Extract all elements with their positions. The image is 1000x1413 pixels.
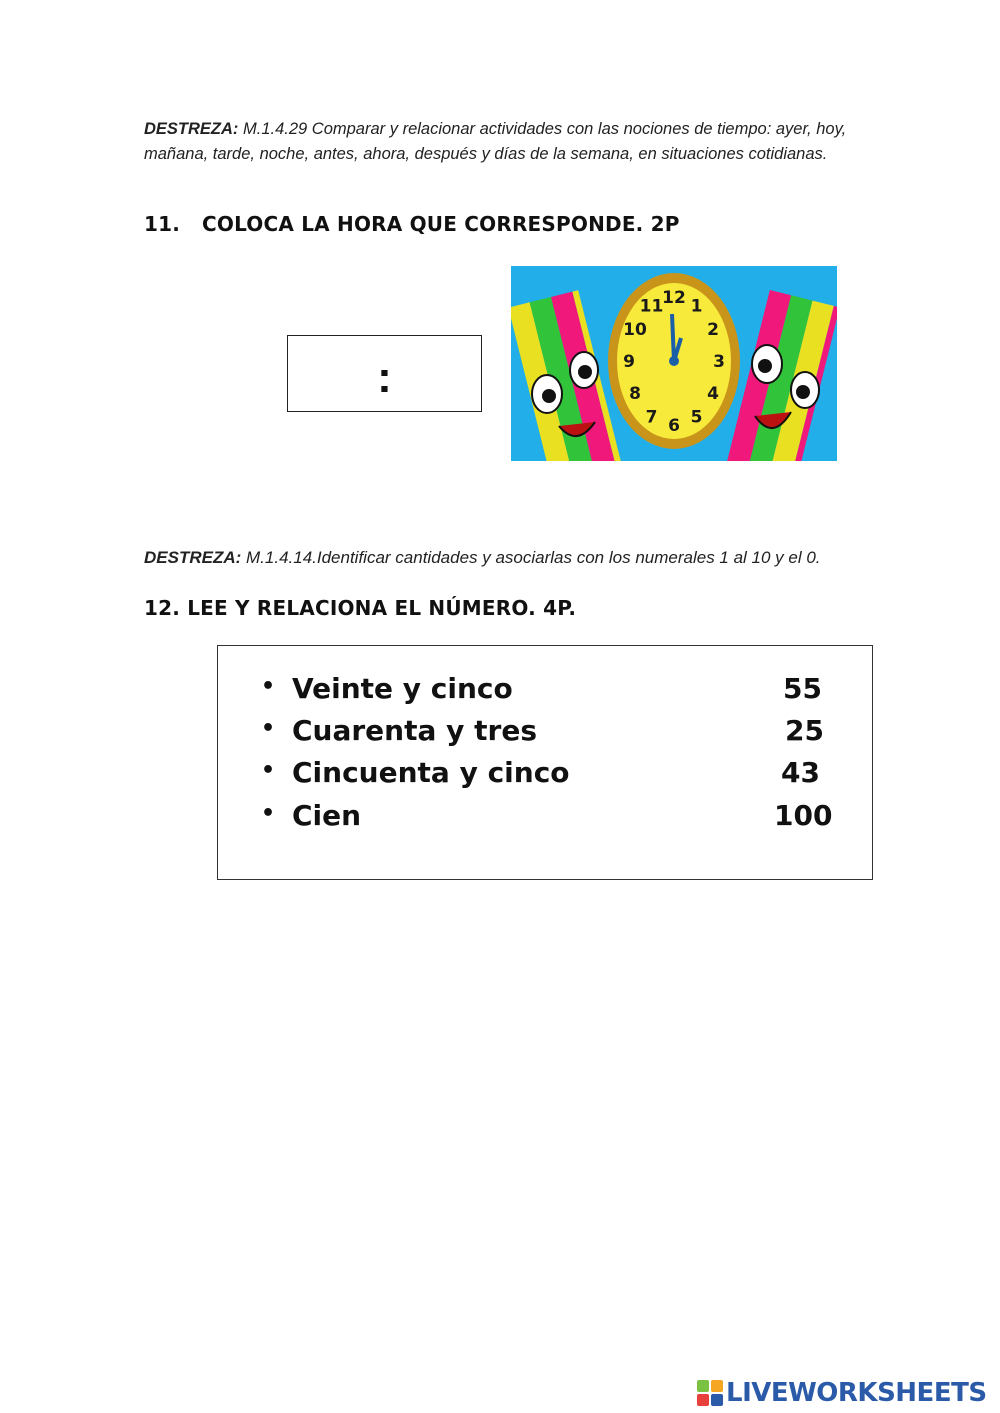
destreza-11 [144, 117, 874, 167]
match-word: Cincuenta y cinco [292, 756, 570, 789]
question-11-heading [144, 212, 680, 236]
clock-number: 6 [668, 416, 680, 436]
match-row [218, 799, 872, 839]
match-row [218, 672, 872, 712]
question-12-heading [144, 596, 576, 620]
clock-number: 7 [645, 407, 658, 428]
clock-number: 1 [690, 296, 703, 317]
clock-number: 11 [639, 296, 664, 317]
bullet-icon: • [261, 758, 276, 783]
question-11-number: 11. [144, 212, 181, 236]
time-answer-box[interactable] [287, 335, 482, 412]
match-row [218, 714, 872, 754]
clock-center [669, 356, 679, 366]
match-value[interactable]: 43 [781, 756, 820, 789]
match-box [217, 645, 873, 880]
clock-number: 8 [629, 384, 641, 404]
liveworksheets-logo[interactable] [697, 1378, 987, 1408]
match-value[interactable]: 55 [783, 672, 822, 705]
logo-text: LIVEWORKSHEETS [726, 1378, 987, 1408]
destreza-12-label: DESTREZA: [144, 548, 242, 567]
question-12-instruction: 12. LEE Y RELACIONA EL NÚMERO. 4P. [144, 596, 577, 620]
bullet-icon: • [261, 801, 276, 826]
destreza-12-text: M.1.4.14.Identificar cantidades y asociarlas con los numerales 1 al 10 y el 0. [241, 548, 821, 567]
clock-number: 10 [623, 320, 647, 340]
time-separator: : [377, 352, 392, 402]
match-word: Cien [292, 799, 362, 832]
clock-number: 9 [623, 352, 635, 372]
question-11-instruction: COLOCA LA HORA QUE CORRESPONDE. 2P [202, 212, 680, 236]
liveworksheets-logo-mark-icon [697, 1380, 723, 1406]
clock-number: 5 [690, 407, 703, 428]
bullet-icon: • [261, 674, 276, 699]
destreza-11-text: M.1.4.29 Comparar y relacionar actividades con las nociones de tiempo: ayer, hoy, mañana, tarde, noche, antes, ahora, después y días de la semana, en situaciones cotidianas. [144, 120, 847, 163]
clock-number: 4 [707, 384, 719, 404]
clock-number: 3 [713, 352, 725, 372]
destreza-11-label: DESTREZA: [144, 120, 239, 138]
clock-illustration [511, 266, 837, 461]
bullet-icon: • [261, 716, 276, 741]
match-value[interactable]: 25 [785, 714, 824, 747]
match-value[interactable]: 100 [774, 799, 833, 832]
destreza-12 [144, 546, 874, 569]
match-word: Veinte y cinco [292, 672, 513, 705]
clock-number: 12 [662, 288, 686, 308]
match-word: Cuarenta y tres [292, 714, 537, 747]
match-row [218, 756, 872, 796]
clock-number: 2 [707, 320, 719, 340]
minute-hand [672, 314, 674, 361]
